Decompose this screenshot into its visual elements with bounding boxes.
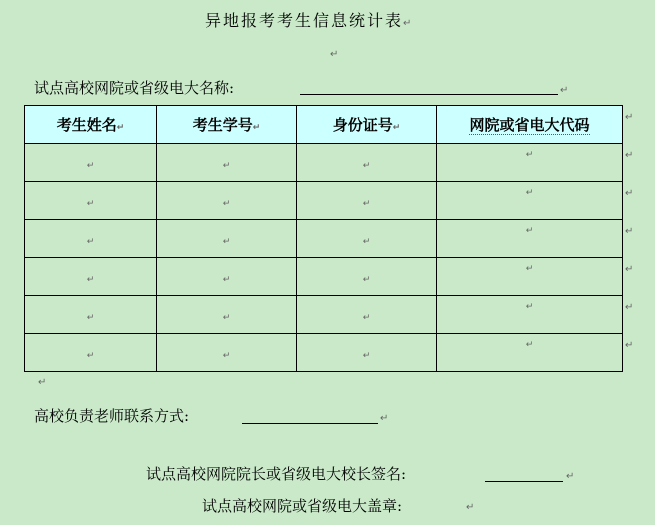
- paragraph-mark-icon: ↵: [625, 340, 634, 351]
- header-cell: 网院或省电大代码: [437, 106, 623, 144]
- table-row: [25, 182, 623, 220]
- school-code-cell[interactable]: ↵: [437, 220, 623, 258]
- table-row: [25, 334, 623, 372]
- paragraph-mark-icon: ↵: [625, 188, 634, 199]
- table-header-row: [25, 106, 623, 144]
- table-row: [25, 220, 623, 258]
- paragraph-mark-icon: ↵: [380, 413, 389, 424]
- school-code-cell[interactable]: ↵: [437, 334, 623, 372]
- name-cell[interactable]: ↵: [25, 296, 157, 334]
- table-row: [25, 296, 623, 334]
- student-id-cell[interactable]: ↵: [157, 258, 297, 296]
- student-id-cell[interactable]: ↵: [157, 144, 297, 182]
- header-cell: 考生姓名↵: [25, 106, 157, 144]
- id-number-cell[interactable]: ↵: [297, 296, 437, 334]
- teacher-contact-field[interactable]: [242, 423, 378, 424]
- name-cell[interactable]: ↵: [25, 220, 157, 258]
- paragraph-mark-icon: ↵: [466, 502, 475, 513]
- paragraph-mark-icon: ↵: [403, 18, 414, 29]
- school-name-field[interactable]: [300, 94, 558, 95]
- id-number-cell[interactable]: ↵: [297, 220, 437, 258]
- teacher-contact-label: [34, 405, 189, 426]
- paragraph-mark-icon: ↵: [560, 85, 569, 96]
- candidate-info-table: [24, 105, 623, 372]
- school-code-cell[interactable]: ↵: [437, 144, 623, 182]
- paragraph-mark-icon: ↵: [625, 264, 634, 275]
- id-number-cell[interactable]: ↵: [297, 182, 437, 220]
- name-cell[interactable]: ↵: [25, 182, 157, 220]
- header-cell: 身份证号↵: [297, 106, 437, 144]
- school-code-cell[interactable]: ↵: [437, 182, 623, 220]
- paragraph-mark-icon: ↵: [330, 49, 339, 60]
- name-cell[interactable]: ↵: [25, 334, 157, 372]
- paragraph-mark-icon: ↵: [38, 377, 47, 388]
- id-number-cell[interactable]: ↵: [297, 334, 437, 372]
- school-name-label: [34, 77, 234, 98]
- id-number-cell[interactable]: ↵: [297, 144, 437, 182]
- id-number-cell[interactable]: ↵: [297, 258, 437, 296]
- paragraph-mark-icon: ↵: [566, 471, 575, 482]
- name-cell[interactable]: ↵: [25, 144, 157, 182]
- paragraph-mark-icon: ↵: [625, 302, 634, 313]
- signature-label: [146, 463, 406, 484]
- form-title-text: 异地报考考生信息统计表: [205, 11, 404, 30]
- student-id-cell[interactable]: ↵: [157, 220, 297, 258]
- name-cell[interactable]: ↵: [25, 258, 157, 296]
- school-code-cell[interactable]: ↵: [437, 296, 623, 334]
- header-cell: 考生学号↵: [157, 106, 297, 144]
- signature-field[interactable]: [485, 481, 563, 482]
- form-title: [205, 8, 413, 31]
- stamp-label: [202, 495, 402, 516]
- paragraph-mark-icon: ↵: [625, 226, 634, 237]
- table-row: [25, 258, 623, 296]
- table-row: [25, 144, 623, 182]
- student-id-cell[interactable]: ↵: [157, 182, 297, 220]
- paragraph-mark-icon: ↵: [625, 150, 634, 161]
- teacher-contact-label-text: 高校负责老师联系方式:: [34, 407, 190, 425]
- paragraph-mark-icon: ↵: [625, 112, 634, 123]
- student-id-cell[interactable]: ↵: [157, 296, 297, 334]
- student-id-cell[interactable]: ↵: [157, 334, 297, 372]
- stamp-label-text: 试点高校网院或省级电大盖章:: [202, 497, 403, 515]
- school-name-label-text: 试点高校网院或省级电大名称:: [34, 79, 235, 97]
- signature-label-text: 试点高校网院院长或省级电大校长签名:: [146, 465, 407, 483]
- school-code-cell[interactable]: ↵: [437, 258, 623, 296]
